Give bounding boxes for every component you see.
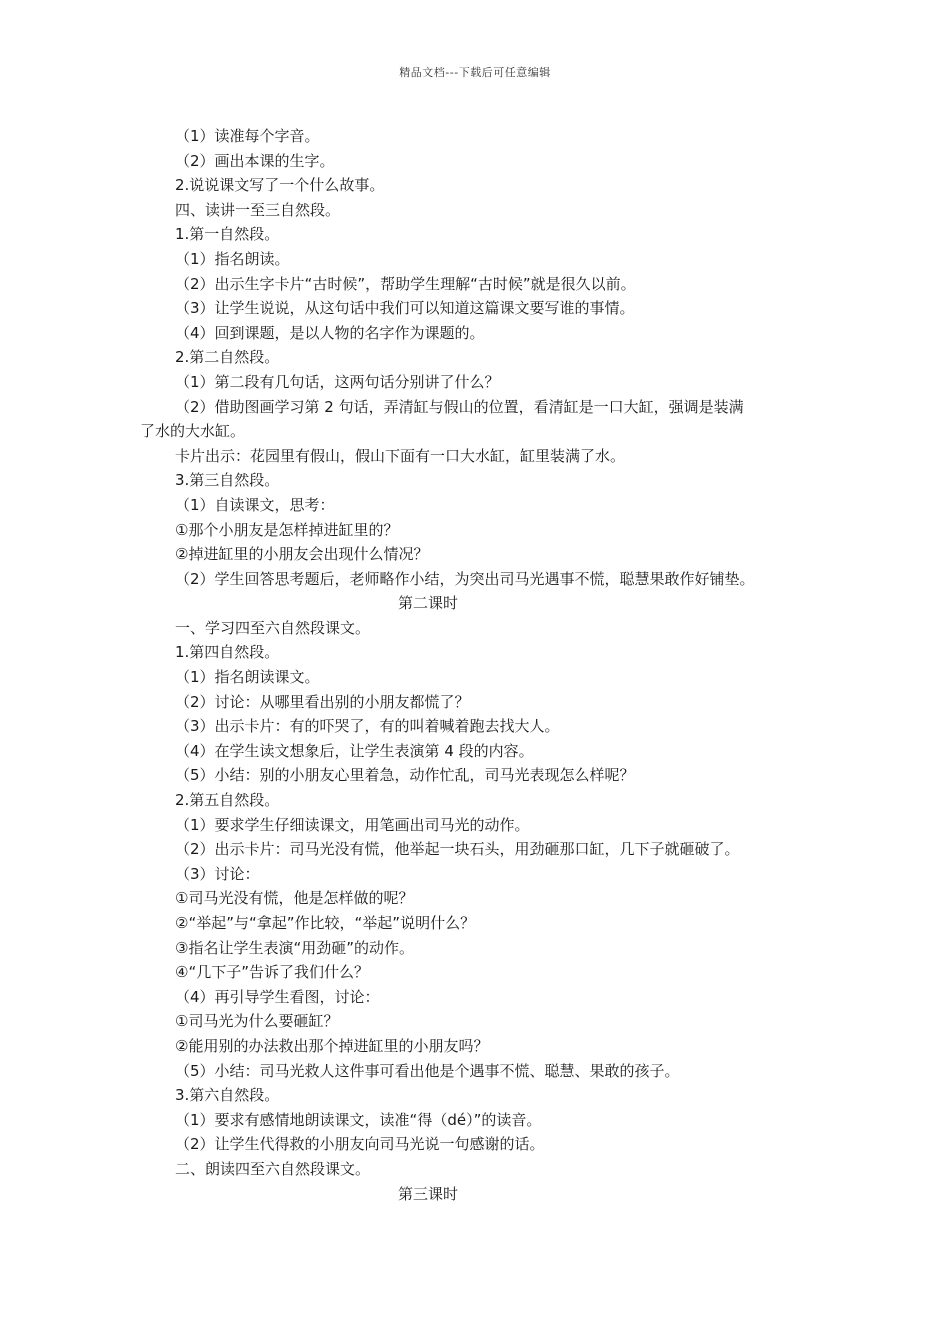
text-line-continuation: 了水的大水缸。 — [140, 422, 246, 441]
text-line: ④“几下子”告诉了我们什么？ — [175, 963, 369, 982]
text-line: ③指名让学生表演“用劲砸”的动作。 — [175, 938, 414, 957]
page-header: 精品文档---下载后可任意编辑 — [399, 66, 551, 79]
text-line: ②掉进缸里的小朋友会出现什么情况？ — [175, 545, 429, 564]
section-heading: 四、读讲一至三自然段。 — [175, 200, 341, 219]
section-heading: 二、朗读四至六自然段课文。 — [175, 1159, 371, 1178]
document-body — [140, 124, 815, 1206]
text-line: 3.第六自然段。 — [175, 1086, 280, 1105]
text-line: （1）读准每个字音。 — [175, 127, 320, 145]
text-line: （5）小结：别的小朋友心里着急，动作忙乱，司马光表现怎么样呢？ — [175, 766, 635, 785]
text-line: （4）再引导学生看图，讨论： — [175, 987, 380, 1006]
text-line: （2）画出本课的生字。 — [175, 151, 335, 170]
text-line: （2）学生回答思考题后，老师略作小结，为突出司马光遇事不慌，聪慧果敢作好铺垫。 — [175, 569, 755, 588]
text-line: ①那个小朋友是怎样掉进缸里的？ — [175, 520, 399, 539]
text-line: 2.第二自然段。 — [175, 348, 280, 367]
text-line: （5）小结：司马光救人这件事可看出他是个遇事不慌、聪慧、果敢的孩子。 — [175, 1061, 680, 1080]
text-line: （2）讨论：从哪里看出别的小朋友都慌了？ — [175, 692, 470, 711]
text-line: （1）要求学生仔细读课文，用笔画出司马光的动作。 — [175, 815, 530, 834]
text-line: （1）第二段有几句话，这两句话分别讲了什么？ — [175, 372, 500, 391]
text-line: （2）借助图画学习第 2 句话，弄清缸与假山的位置，看清缸是一口大缸，强调是装满 — [175, 397, 744, 416]
text-line: （1）指名朗读课文。 — [175, 668, 320, 687]
text-line: （3）出示卡片：有的吓哭了，有的叫着喊着跑去找大人。 — [175, 717, 560, 736]
section-heading: 一、学习四至六自然段课文。 — [175, 618, 371, 637]
text-line: ①司马光为什么要砸缸？ — [175, 1012, 339, 1031]
text-line: （4）回到课题，是以人物的名字作为课题的。 — [175, 323, 485, 342]
lesson-title: 第三课时 — [398, 1184, 459, 1203]
text-line: （1）指名朗读。 — [175, 249, 290, 268]
text-line: （2）让学生代得救的小朋友向司马光说一句感谢的话。 — [175, 1135, 545, 1154]
text-line: （2）出示生字卡片“古时候”，帮助学生理解“古时候”就是很久以前。 — [175, 274, 636, 293]
text-line: ①司马光没有慌，他是怎样做的呢？ — [175, 889, 414, 908]
text-line: （3）让学生说说，从这句话中我们可以知道这篇课文要写谁的事情。 — [175, 299, 635, 318]
text-line: 1.第四自然段。 — [175, 643, 280, 662]
text-line: 2.第五自然段。 — [175, 791, 280, 810]
text-line: （4）在学生读文想象后，让学生表演第 4 段的内容。 — [175, 741, 534, 760]
text-line: （1）自读课文，思考： — [175, 495, 335, 514]
text-line: 卡片出示：花园里有假山，假山下面有一口大水缸，缸里装满了水。 — [175, 446, 626, 465]
text-line: （2）出示卡片：司马光没有慌，他举起一块石头，用劲砸那口缸，几下子就砸破了。 — [175, 840, 740, 859]
text-line: 1.第一自然段。 — [175, 225, 280, 244]
text-line: ②能用别的办法救出那个掉进缸里的小朋友吗？ — [175, 1036, 489, 1055]
text-line: （1）要求有感情地朗读课文，读准“得（dé）”的读音。 — [175, 1110, 542, 1129]
text-line: 2.说说课文写了一个什么故事。 — [175, 176, 385, 195]
text-line: （3）讨论： — [175, 864, 260, 883]
lesson-title: 第二课时 — [398, 594, 459, 613]
text-line: ②“举起”与“拿起”作比较，“举起”说明什么？ — [175, 914, 476, 932]
text-line: 3.第三自然段。 — [175, 471, 280, 490]
